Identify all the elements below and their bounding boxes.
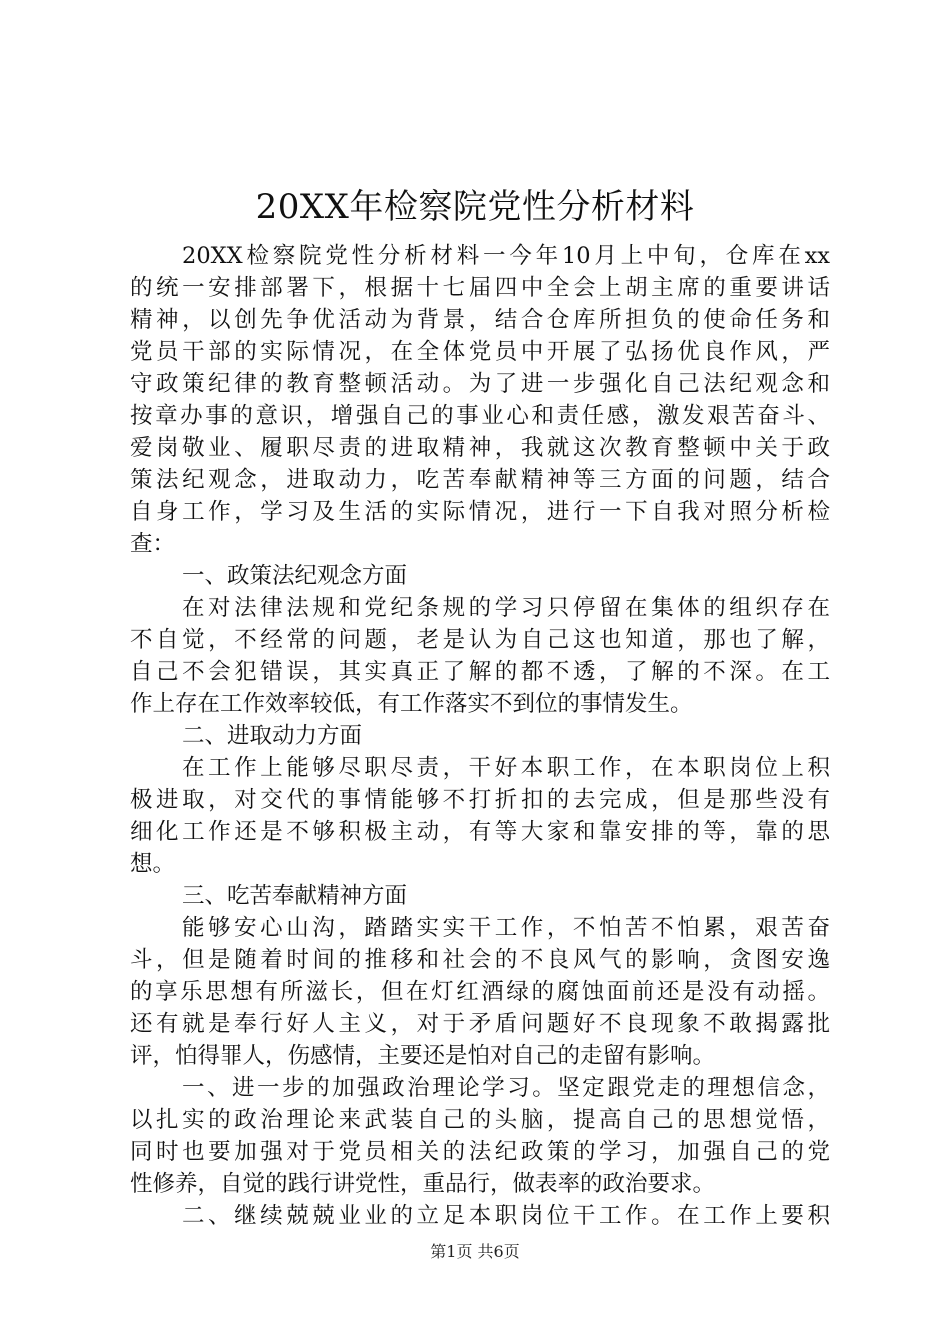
text-line: 在对法律法规和党纪条规的学习只停留在集体的组织存在: [182, 595, 830, 621]
text-line: 同时也要加强对于党员相关的法纪政策的学习，加强自己的党: [130, 1139, 830, 1165]
text-line: 的统一安排部署下，根据十七届四中全会上胡主席的重要讲话: [130, 275, 830, 301]
text-line: 极进取，对交代的事情能够不打折扣的去完成，但是那些没有: [130, 787, 830, 813]
text-line: 斗，但是随着时间的推移和社会的不良风气的影响，贪图安逸: [130, 947, 830, 973]
text-line: 评，怕得罪人，伤感情，主要还是怕对自己的走留有影响。: [130, 1043, 716, 1069]
text-line: 自己不会犯错误，其实真正了解的都不透，了解的不深。在工: [130, 659, 830, 685]
text-line: 想。: [130, 851, 176, 877]
document-title: 20XX年检察院党性分析材料: [255, 187, 695, 227]
text-line: 党员干部的实际情况，在全体党员中开展了弘扬优良作风，严: [130, 339, 830, 365]
text-line: 还有就是奉行好人主义，对于矛盾问题好不良现象不敢揭露批: [130, 1011, 830, 1037]
text-line: 守政策纪律的教育整顿活动。为了进一步强化自己法纪观念和: [130, 371, 830, 397]
text-line: 在工作上能够尽职尽责，干好本职工作，在本职岗位上积: [182, 755, 830, 781]
text-line: 能够安心山沟，踏踏实实干工作，不怕苦不怕累，艰苦奋: [182, 915, 830, 941]
text-line: 不自觉，不经常的问题，老是认为自己这也知道，那也了解，: [130, 627, 830, 653]
text-line: 策法纪观念，进取动力，吃苦奉献精神等三方面的问题，结合: [130, 467, 830, 493]
text-line: 作上存在工作效率较低，有工作落实不到位的事情发生。: [130, 691, 693, 717]
text-line: 爱岗敬业、履职尽责的进取精神，我就这次教育整顿中关于政: [130, 435, 830, 461]
text-line: 精神，以创先争优活动为背景，结合仓库所担负的使命任务和: [130, 307, 830, 333]
text-line: 二、继续兢兢业业的立足本职岗位干工作。在工作上要积: [182, 1203, 830, 1229]
section-heading: 二、进取动力方面: [182, 723, 363, 749]
text-line: 一、进一步的加强政治理论学习。坚定跟党走的理想信念，: [182, 1075, 830, 1101]
section-heading: 三、吃苦奉献精神方面: [182, 883, 408, 909]
text-line: 自身工作，学习及生活的实际情况，进行一下自我对照分析检: [130, 499, 830, 525]
section-heading: 一、政策法纪观念方面: [182, 563, 408, 589]
text-line: 20XX检察院党性分析材料一今年10月上中旬，仓库在xx: [182, 243, 830, 269]
document-body: [130, 240, 830, 1232]
text-line: 的享乐思想有所滋长，但在灯红酒绿的腐蚀面前还是没有动摇。: [130, 979, 830, 1005]
text-line: 查：: [130, 531, 176, 557]
page-footer: 第1页 共6页: [430, 1242, 520, 1261]
text-line: 以扎实的政治理论来武装自己的头脑，提高自己的思想觉悟，: [130, 1107, 830, 1133]
text-line: 按章办事的意识，增强自己的事业心和责任感，激发艰苦奋斗、: [130, 403, 830, 429]
text-line: 性修养，自觉的践行讲党性，重品行，做表率的政治要求。: [130, 1171, 716, 1197]
text-line: 细化工作还是不够积极主动，有等大家和靠安排的等，靠的思: [130, 819, 830, 845]
